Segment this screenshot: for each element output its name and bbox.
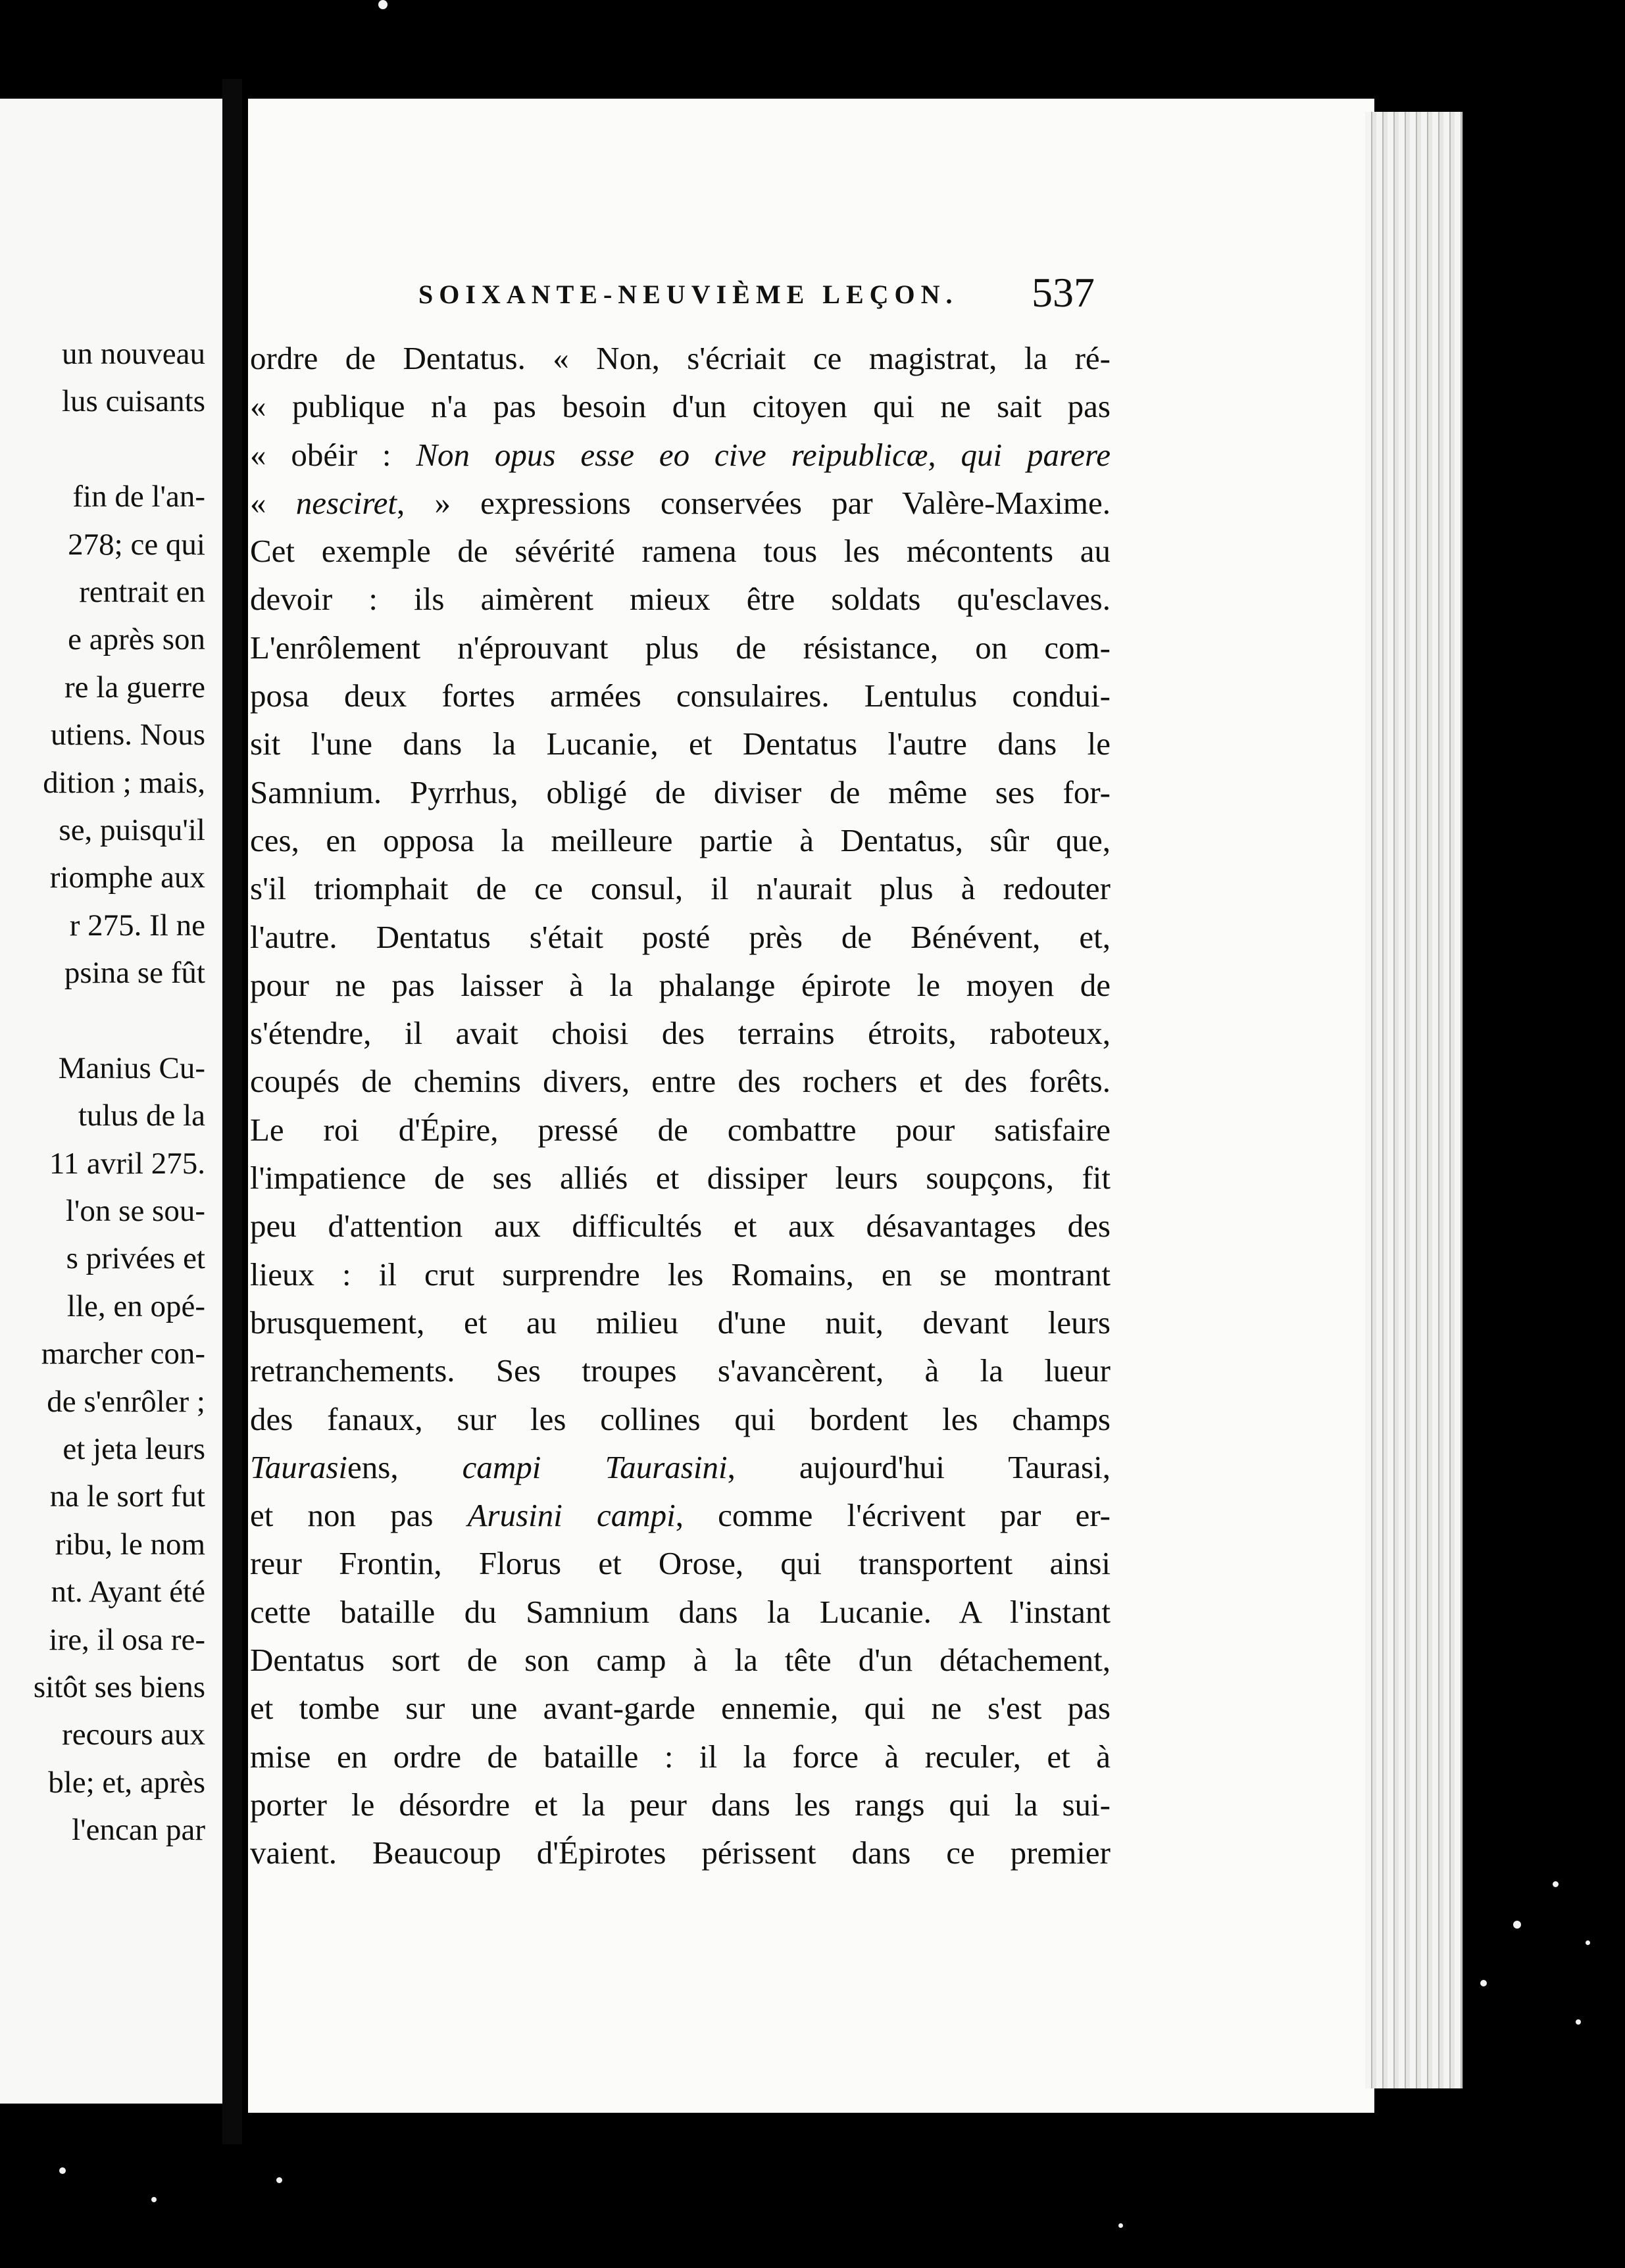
scan-speck xyxy=(1480,1980,1487,1986)
left-page-line: de s'enrôler ; xyxy=(47,1384,205,1419)
scan-speck xyxy=(276,2177,282,2183)
text-line: Taurasiens, campi Taurasini, aujourd'hui Taurasi, xyxy=(250,1448,1111,1485)
text-line: « obéir : Non opus esse eo cive reipublicæ, qui parere xyxy=(250,436,1111,473)
text-line: porter le désordre et la peur dans les rangs qui la sui- xyxy=(250,1786,1111,1823)
page-edges xyxy=(1365,112,1462,2088)
text-line: Le roi d'Épire, pressé de combattre pour satisfaire xyxy=(250,1111,1111,1148)
text-line: lieux : il crut surprendre les Romains, en se montrant xyxy=(250,1256,1111,1293)
text-line: et non pas Arusini campi, comme l'écrivent par er- xyxy=(250,1497,1111,1534)
scan-speck xyxy=(1553,1881,1559,1887)
page-number: 537 xyxy=(1032,269,1095,316)
text-line: et tombe sur une avant-garde ennemie, qui ne s'est pas xyxy=(250,1690,1111,1727)
text-line: sit l'une dans la Lucanie, et Dentatus l'autre dans le xyxy=(250,726,1111,762)
text-line: « publique n'a pas besoin d'un citoyen qui ne sait pas xyxy=(250,388,1111,425)
text-line: brusquement, et au milieu d'une nuit, devant leurs xyxy=(250,1304,1111,1341)
text-line: vaient. Beaucoup d'Épirotes périssent dans ce premier xyxy=(250,1835,1111,1871)
text-line: retranchements. Ses troupes s'avancèrent, à la lueur xyxy=(250,1352,1111,1389)
text-line: s'étendre, il avait choisi des terrains étroits, raboteux, xyxy=(250,1015,1111,1052)
left-page-line: na le sort fut xyxy=(49,1479,205,1514)
left-page-line: s privées et xyxy=(66,1241,205,1276)
scan-speck xyxy=(1576,2019,1581,2025)
facing-page-left xyxy=(0,99,222,2104)
left-page-line: sitôt ses biens xyxy=(33,1669,205,1704)
running-head: SOIXANTE-NEUVIÈME LEÇON. xyxy=(418,280,959,309)
book-gutter xyxy=(222,79,242,2144)
text-line: L'enrôlement n'éprouvant plus de résistance, on com- xyxy=(250,629,1111,666)
text-line: Samnium. Pyrrhus, obligé de diviser de même ses for- xyxy=(250,774,1111,810)
text-line: ces, en opposa la meilleure partie à Dentatus, sûr que, xyxy=(250,822,1111,858)
left-page-line: rentrait en xyxy=(79,574,205,609)
left-page-line: l'encan par xyxy=(72,1813,205,1848)
left-page-line: lle, en opé- xyxy=(66,1289,205,1323)
text-line: Dentatus sort de son camp à la tête d'un détachement, xyxy=(250,1642,1111,1679)
scan-speck xyxy=(1513,1921,1521,1929)
left-page-line: recours aux xyxy=(62,1717,205,1752)
text-line: ordre de Dentatus. « Non, s'écriait ce magistrat, la ré- xyxy=(250,340,1111,376)
text-line: pour ne pas laisser à la phalange épirote le moyen de xyxy=(250,966,1111,1003)
body-text xyxy=(250,334,1111,1877)
left-page-line: psina se fût xyxy=(64,956,205,991)
left-page-line: marcher con- xyxy=(41,1337,205,1371)
text-line: l'autre. Dentatus s'était posté près de Bénévent, et, xyxy=(250,918,1111,955)
scan-speck xyxy=(378,0,388,9)
left-page-line: dition ; mais, xyxy=(43,765,205,800)
left-page-line: utiens. Nous xyxy=(51,718,205,752)
scan-speck xyxy=(151,2197,157,2202)
left-page-line: ble; et, après xyxy=(48,1765,205,1800)
text-line: coupés de chemins divers, entre des rochers et des forêts. xyxy=(250,1063,1111,1100)
left-page-line: 11 avril 275. xyxy=(49,1146,205,1181)
left-page-line: lus cuisants xyxy=(61,384,205,419)
text-line: cette bataille du Samnium dans la Lucanie. A l'instant xyxy=(250,1593,1111,1630)
text-line: devoir : ils aimèrent mieux être soldats qu'esclaves. xyxy=(250,581,1111,618)
left-page-line: tulus de la xyxy=(78,1098,205,1133)
scan-speck xyxy=(59,2167,66,2174)
scan-speck xyxy=(1118,2223,1123,2228)
left-page-text xyxy=(0,330,205,1854)
text-line: peu d'attention aux difficultés et aux désavantages des xyxy=(250,1208,1111,1245)
left-page-line xyxy=(0,426,205,473)
left-page-line: un nouveau xyxy=(62,337,205,371)
left-page-line: e après son xyxy=(68,622,205,657)
text-line: reur Frontin, Florus et Orose, qui transportent ainsi xyxy=(250,1545,1111,1582)
left-page-line: et jeta leurs xyxy=(63,1431,205,1466)
left-page-line: Manius Cu- xyxy=(58,1050,205,1085)
left-page-line: fin de l'an- xyxy=(72,480,205,514)
text-line: des fanaux, sur les collines qui bordent les champs xyxy=(250,1400,1111,1437)
left-page-line xyxy=(0,997,205,1044)
text-line: s'il triomphait de ce consul, il n'aurait plus à redouter xyxy=(250,870,1111,907)
left-page-line: ire, il osa re- xyxy=(49,1622,205,1657)
left-page-line: se, puisqu'il xyxy=(59,812,205,847)
left-page-line: riomphe aux xyxy=(49,860,205,895)
text-line: mise en ordre de bataille : il la force à reculer, et à xyxy=(250,1738,1111,1775)
text-line: l'impatience de ses alliés et dissiper leurs soupçons, fit xyxy=(250,1160,1111,1196)
left-page-line: re la guerre xyxy=(64,670,205,704)
scan-speck xyxy=(1586,1940,1590,1945)
left-page-line: l'on se sou- xyxy=(65,1194,205,1229)
left-page-line: 278; ce qui xyxy=(68,527,205,562)
left-page-line: nt. Ayant été xyxy=(51,1575,205,1610)
left-page-line: ribu, le nom xyxy=(55,1527,205,1562)
text-line: posa deux fortes armées consulaires. Lentulus condui- xyxy=(250,678,1111,714)
left-page-line: r 275. Il ne xyxy=(69,908,205,943)
text-line: « nesciret, » expressions conservées par Valère-Maxime. xyxy=(250,484,1111,521)
text-line: Cet exemple de sévérité ramena tous les mécontents au xyxy=(250,533,1111,570)
